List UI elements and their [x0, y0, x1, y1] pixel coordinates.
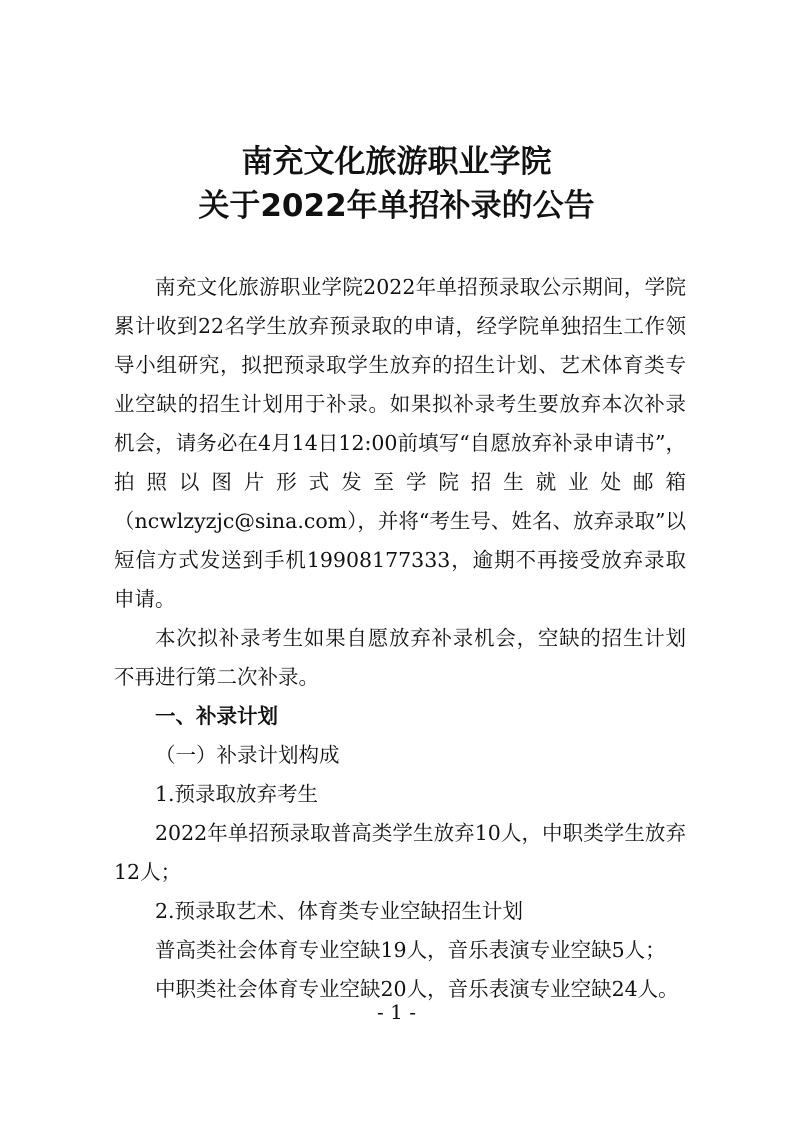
- page-number: - 1 -: [377, 1000, 416, 1024]
- section-heading: 一、补录计划: [155, 704, 278, 728]
- paragraph-announcement: 南充文化旅游职业学院2022年单招预录取公示期间，学院累计收到22名学生放弃预录取的申请，经学院单独招生工作领导小组研究，拟把预录取学生放弃的招生计划、艺术体育类专业空缺的招生计划用于补录。如果拟补录考生要放弃本次补录机会，请务必在4月14日12:00前填写“自愿放弃补录申请书”，拍照以图片形式发至学院招生就业处邮箱（ncwlzyzjc@sina.com），并将“考生号、姓名、放弃录取”以短信方式发送到手机19908177333，逾期不再接受放弃录取申请。: [114, 275, 686, 611]
- document-body: [114, 268, 686, 1009]
- section-subheading: （一）补录计划构成: [155, 743, 340, 767]
- document-title: [0, 140, 793, 228]
- item-2-title: 2.预录取艺术、体育类专业空缺招生计划: [155, 899, 524, 923]
- item-2-line-2: 中职类社会体育专业空缺20人，音乐表演专业空缺24人。: [155, 977, 679, 1001]
- item-1-text: 2022年单招预录取普高类学生放弃10人，中职类学生放弃12人；: [114, 821, 686, 884]
- item-2-line-1: 普高类社会体育专业空缺19人，音乐表演专业空缺5人；: [155, 938, 666, 962]
- paragraph-no-second-round: 本次拟补录考生如果自愿放弃补录机会，空缺的招生计划不再进行第二次补录。: [114, 626, 686, 689]
- title-line-1: 南充文化旅游职业学院: [241, 144, 552, 180]
- title-line-2: 关于2022年单招补录的公告: [198, 188, 595, 224]
- item-1-title: 1.预录取放弃考生: [155, 782, 319, 806]
